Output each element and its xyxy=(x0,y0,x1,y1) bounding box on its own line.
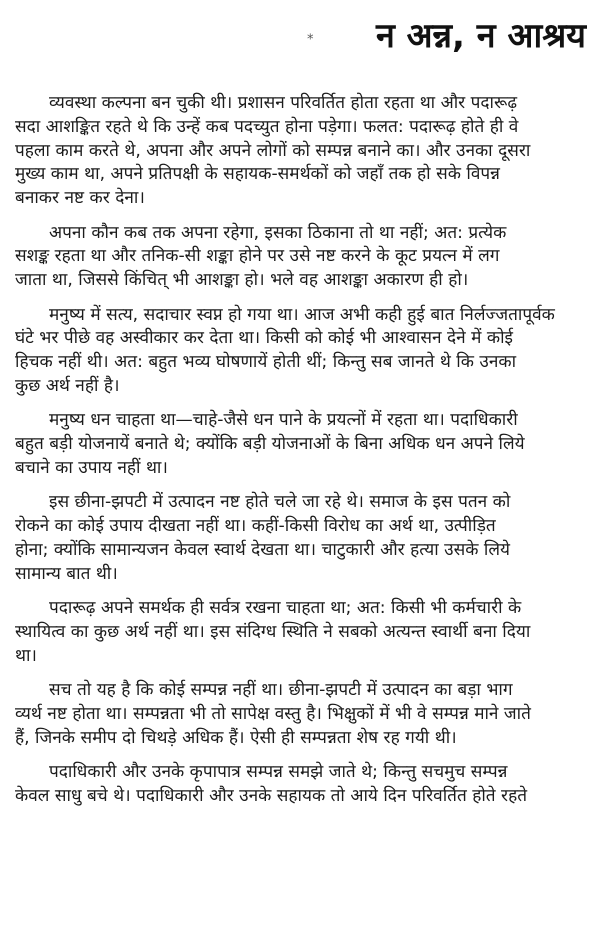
text-line: सच तो यह है कि कोई सम्पन्न नहीं था। छीना-झपटी में उत्पादन का बड़ा भाग xyxy=(49,680,513,701)
text-line: जाता था, जिससे किंचित् भी आशङ्का हो। भले वह आशङ्का अकारण ही हो। xyxy=(15,270,469,291)
text-line: बनाकर नष्ट कर देना। xyxy=(15,188,145,209)
text-line: पहला काम करते थे, अपना और अपने लोगों को सम्पन्न बनाने का। और उनका दूसरा xyxy=(15,140,531,161)
text-line: अपना कौन कब तक अपना रहेगा, इसका ठिकाना तो था नहीं; अत: प्रत्येक xyxy=(49,222,507,243)
text-line: घंटे भर पीछे वह अस्वीकार कर देता था। किसी को कोई भी आश्वासन देने में कोई xyxy=(15,328,513,349)
text-line: सदा आशङ्कित रहते थे कि उन्हें कब पदच्युत होना पड़ेगा। फलत: पदारूढ़ होते ही वे xyxy=(15,116,519,137)
text-line: पदाधिकारी और उनके कृपापात्र सम्पन्न समझे जाते थे; किन्तु सचमुच सम्पन्न xyxy=(49,762,508,783)
text-line: सामान्य बात थी। xyxy=(15,563,118,584)
text-line: व्यर्थ नष्ट होता था। सम्पन्नता भी तो सापेक्ष वस्तु है। भिक्षुकों में भी वे सम्पन्न माने जाते xyxy=(15,703,531,724)
text-line: मुख्य काम था, अपने प्रतिपक्षी के सहायक-समर्थकों को जहाँ तक हो सके विपन्न xyxy=(15,164,500,185)
paragraph xyxy=(15,491,593,586)
paragraph xyxy=(15,92,593,211)
text-line: मनुष्य में सत्य, सदाचार स्वप्न हो गया था। आज अभी कही हुई बात निर्लज्जतापूर्वक xyxy=(49,304,555,325)
text-line: होना; क्योंकि सामान्यजन केवल स्वार्थ देखता था। चाटुकारी और हत्या उसके लिये xyxy=(15,539,510,560)
text-line: पदारूढ़ अपने समर्थक ही सर्वत्र रखना चाहता था; अत: किसी भी कर्मचारी के xyxy=(49,598,522,619)
text-line: रोकने का कोई उपाय दीखता नहीं था। कहीं-किसी विरोध का अर्थ था, उत्पीड़ित xyxy=(15,516,496,537)
text-line: हिचक नहीं थी। अत: बहुत भव्य घोषणायें होती थीं; किन्तु सब जानते थे कि उनका xyxy=(15,352,517,373)
paragraph xyxy=(15,222,593,293)
text-line: बहुत बड़ी योजनायें बनाते थे; क्योंकि बड़ी योजनाओं के बिना अधिक धन अपने लिये xyxy=(15,434,525,455)
text-line: सशङ्क रहता था और तनिक-सी शङ्का होने पर उसे नष्ट करने के कूट प्रयत्न में लग xyxy=(15,246,500,267)
paragraph xyxy=(15,409,593,480)
text-line: था। xyxy=(15,645,37,666)
text-line: कुछ अर्थ नहीं है। xyxy=(15,375,120,396)
text-line: व्यवस्था कल्पना बन चुकी थी। प्रशासन परिवर्तित होता रहता था और पदारूढ़ xyxy=(49,93,518,113)
paragraph xyxy=(15,679,593,750)
chapter-body xyxy=(15,92,593,819)
text-line: बचाने का उपाय नहीं था। xyxy=(15,457,168,478)
text-line: केवल साधु बचे थे। पदाधिकारी और उनके सहायक तो आये दिन परिवर्तित होते रहते xyxy=(15,785,528,806)
text-line: हैं, जिनके समीप दो चिथड़े अधिक हैं। ऐसी ही सम्पन्नता शेष रह गयी थी। xyxy=(15,727,457,748)
chapter-title: न अन्न, न आश्रय xyxy=(375,16,586,56)
paragraph xyxy=(15,304,593,399)
text-line: मनुष्य धन चाहता था—चाहे-जैसे धन पाने के प्रयत्नों में रहता था। पदाधिकारी xyxy=(49,410,518,431)
text-line: इस छीना-झपटी में उत्पादन नष्ट होते चले जा रहे थे। समाज के इस पतन को xyxy=(49,492,511,513)
paragraph xyxy=(15,597,593,668)
text-line: स्थायित्व का कुछ अर्थ नहीं था। इस संदिग्ध स्थिति ने सबको अत्यन्त स्वार्थी बना दिया xyxy=(15,621,531,642)
ornament-mark: ⁎ xyxy=(307,28,314,43)
paragraph xyxy=(15,761,593,809)
